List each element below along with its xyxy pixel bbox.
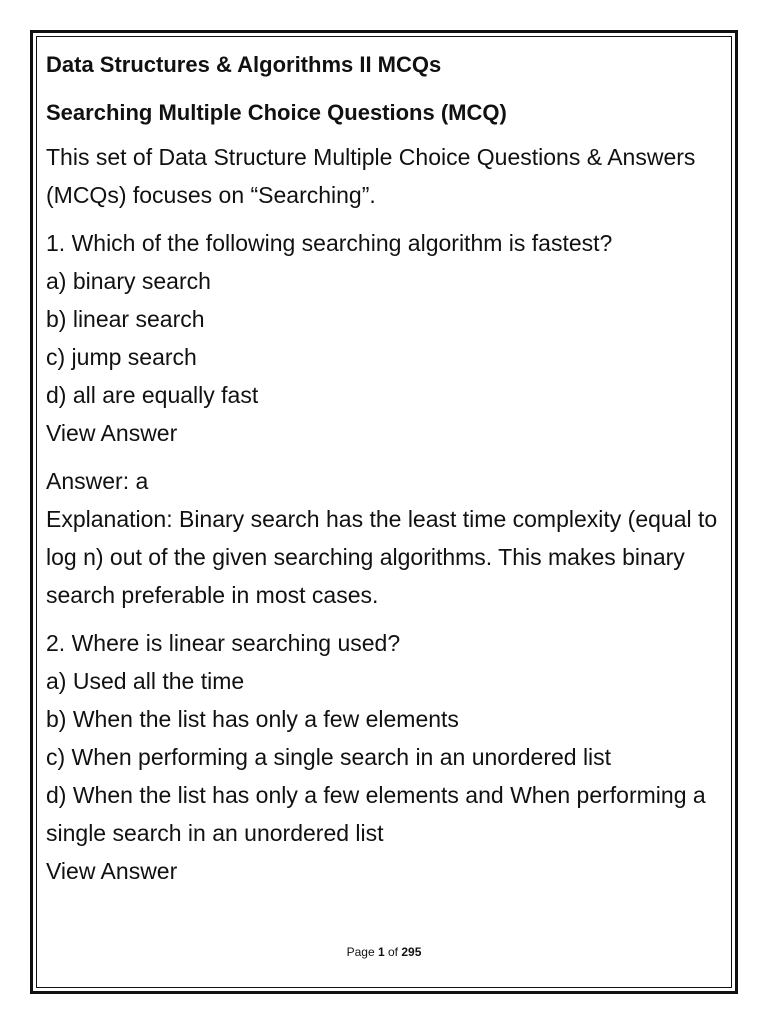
- option-c: c) jump search: [46, 344, 197, 370]
- option-d: d) all are equally fast: [46, 382, 259, 408]
- answer-text: Answer: a: [46, 468, 149, 494]
- option-b: b) When the list has only a few elements: [46, 706, 459, 732]
- explanation-text: Explanation: Binary search has the least time complexity (equal to log n) out of the given searching algorithms. This makes binary search preferable in most cases.: [46, 506, 718, 608]
- intro-paragraph: This set of Data Structure Multiple Choice Questions & Answers (MCQs) focuses on “Searching”.: [46, 144, 696, 208]
- option-c: c) When performing a single search in an unordered list: [46, 744, 612, 770]
- page-label: Page: [346, 945, 375, 959]
- page-of-label: of: [388, 945, 399, 959]
- page-footer: [0, 944, 768, 960]
- answer-block-1: [46, 462, 726, 614]
- page-number: 1: [377, 945, 385, 959]
- document-body: [46, 44, 726, 890]
- option-b: b) linear search: [46, 306, 205, 332]
- question-text: 1. Which of the following searching algorithm is fastest?: [46, 230, 613, 256]
- option-a: a) Used all the time: [46, 668, 245, 694]
- view-answer-link[interactable]: View Answer: [46, 858, 178, 884]
- section-title: Searching Multiple Choice Questions (MCQ): [46, 100, 507, 125]
- option-a: a) binary search: [46, 268, 211, 294]
- question-block-2: [46, 624, 726, 890]
- document-title: Data Structures & Algorithms II MCQs: [46, 52, 442, 77]
- question-block-1: [46, 224, 726, 452]
- option-d: d) When the list has only a few elements and When performing a single search in an unordered list: [46, 782, 706, 846]
- page-total: 295: [401, 945, 422, 959]
- view-answer-link[interactable]: View Answer: [46, 420, 178, 446]
- question-text: 2. Where is linear searching used?: [46, 630, 401, 656]
